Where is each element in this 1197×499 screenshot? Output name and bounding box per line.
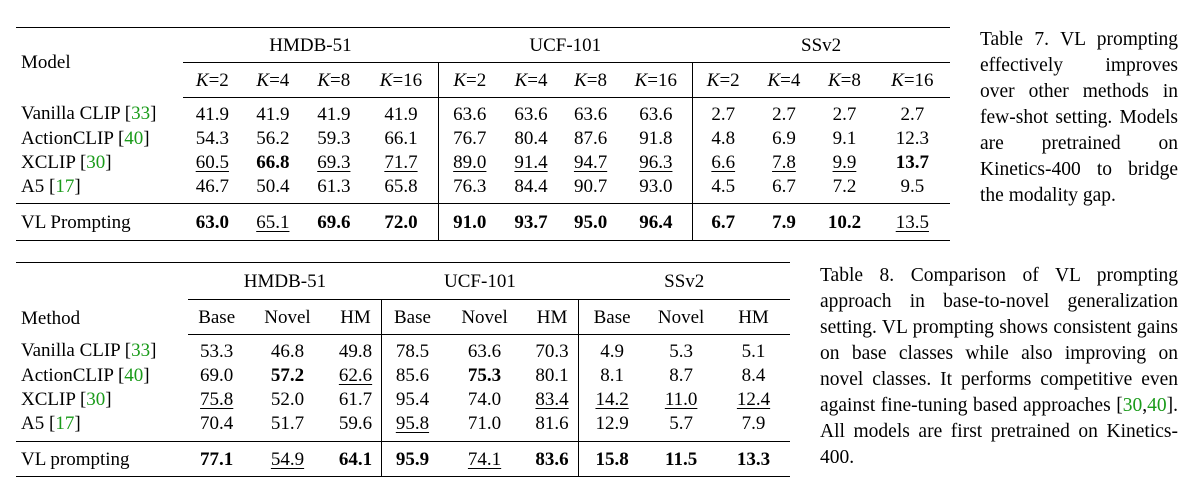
k-header: K=16 — [364, 63, 438, 98]
table-cell: 61.7 — [338, 388, 373, 410]
table-cell: 9.1 — [832, 127, 857, 149]
table-cell: 63.6 — [438, 98, 500, 127]
row-label: Vanilla CLIP [33] — [21, 103, 157, 125]
group-header-hmdb: HMDB-51 — [183, 28, 439, 63]
table-cell: 75.3 — [467, 364, 502, 386]
table-cell: 14.2 — [578, 387, 645, 411]
table-cell: 80.4 — [514, 127, 548, 149]
table-8 — [16, 262, 790, 477]
row-label: XCLIP [30] — [21, 388, 112, 410]
table-cell: 6.7 — [772, 175, 796, 197]
table-cell: 6.6 — [692, 150, 753, 174]
table-cell: 69.0 — [200, 364, 234, 386]
table-cell: 8.1 — [578, 363, 645, 387]
table-cell: 61.3 — [317, 175, 351, 197]
table-cell: 54.3 — [195, 127, 229, 149]
table-cell: 74.1 — [443, 442, 526, 477]
row-label: A5 [17] — [21, 412, 81, 434]
group-header-ssv2: SSv2 — [578, 263, 790, 300]
table-cell: 93.0 — [639, 175, 673, 197]
table-cell: 2.7 — [692, 98, 753, 127]
table-cell: 81.6 — [535, 412, 569, 434]
table-cell: 65.1 — [242, 204, 303, 241]
table-cell: 7.8 — [772, 151, 796, 173]
table-cell: 95.4 — [381, 387, 443, 411]
table-cell: 13.7 — [895, 151, 929, 173]
table-cell: 71.7 — [384, 151, 418, 173]
subcol-header: Base — [381, 300, 443, 335]
table-row — [16, 126, 950, 150]
table-cell: 41.9 — [384, 103, 418, 125]
table-row — [16, 411, 790, 442]
table-cell: 74.0 — [467, 388, 502, 410]
table-cell: 90.7 — [573, 175, 608, 197]
table-cell: 64.1 — [330, 442, 381, 477]
table-cell: 62.6 — [338, 364, 373, 386]
table-cell: 94.7 — [573, 151, 608, 173]
k-header: K=2 — [183, 63, 243, 98]
table-cell: 87.6 — [573, 127, 608, 149]
table-7 — [16, 27, 950, 241]
table-cell: 72.0 — [364, 204, 438, 241]
table-row — [16, 335, 790, 364]
table-cell: 95.0 — [561, 204, 620, 241]
table-cell: 52.0 — [270, 388, 305, 410]
table-cell: 41.9 — [195, 103, 229, 125]
table-cell: 69.6 — [304, 204, 365, 241]
table-cell: 12.4 — [736, 388, 771, 410]
table-cell: 7.2 — [832, 175, 857, 197]
table-cell: 95.9 — [381, 442, 443, 477]
table-cell: 77.1 — [188, 442, 244, 477]
table-cell: 56.2 — [256, 127, 290, 149]
table-cell: 84.4 — [514, 175, 548, 197]
table-cell: 75.8 — [200, 388, 234, 410]
citation[interactable]: 40 — [124, 364, 144, 386]
table-cell: 59.6 — [338, 412, 373, 434]
table-cell: 12.3 — [895, 127, 929, 149]
table-8-caption: Table 8. Comparison of VL prompting approach in base-to-novel generalization setting. VL prompting shows consistent gains on base classes while also improving on novel classes. It performs competitive even against fine-tuning based approaches [30,40]. All models are first pretrained on Kinetics-400. — [820, 265, 1178, 468]
subcol-header: Base — [188, 300, 244, 335]
table-row — [16, 387, 790, 411]
table-cell: 63.6 — [514, 103, 548, 125]
table-cell: 95.8 — [381, 411, 443, 442]
citation[interactable]: 40 — [124, 127, 144, 149]
k-header: K=2 — [692, 63, 753, 98]
table-cell: 15.8 — [578, 442, 645, 477]
table-cell: 57.2 — [270, 364, 305, 386]
method-header: Method — [21, 307, 81, 329]
table-cell: 76.3 — [438, 174, 500, 204]
table-cell: 53.3 — [200, 340, 234, 362]
table-cell: 76.7 — [438, 126, 500, 150]
row-label: ActionCLIP [40] — [21, 364, 150, 386]
table-cell: 9.9 — [832, 151, 857, 173]
table-cell: 8.7 — [669, 364, 693, 386]
subcol-header: HM — [330, 300, 381, 335]
k-header: K=4 — [501, 63, 562, 98]
table-cell: 51.7 — [270, 412, 305, 434]
group-header-ssv2: SSv2 — [692, 28, 950, 63]
table-cell: 93.7 — [501, 204, 562, 241]
row-label: ActionCLIP [40] — [21, 127, 150, 149]
table-cell: 41.9 — [256, 103, 290, 125]
subcol-header: Novel — [245, 300, 330, 335]
table-cell: 5.1 — [741, 340, 766, 362]
table-cell: 9.5 — [900, 175, 925, 197]
table-cell: 63.6 — [467, 340, 502, 362]
citation[interactable]: 17 — [55, 175, 75, 197]
table-cell: 6.9 — [772, 127, 796, 149]
k-header: K=4 — [242, 63, 303, 98]
table-cell: 13.5 — [875, 204, 950, 241]
table-cell: 50.4 — [256, 175, 290, 197]
table-cell: 46.7 — [195, 175, 229, 197]
table-cell: 4.9 — [578, 335, 645, 364]
table-cell: 12.9 — [578, 411, 645, 442]
table-cell: 71.0 — [467, 412, 502, 434]
citation[interactable]: 30 — [1122, 395, 1143, 416]
row-label: VL prompting — [16, 442, 188, 477]
table-cell: 59.3 — [317, 127, 351, 149]
table-cell: 66.8 — [256, 151, 290, 173]
subcol-header: HM — [526, 300, 578, 335]
table-cell: 80.1 — [535, 364, 569, 386]
subcol-header: HM — [717, 300, 790, 335]
table-row — [16, 442, 790, 477]
table-cell: 89.0 — [438, 150, 500, 174]
table-cell: 54.9 — [245, 442, 330, 477]
table-cell: 49.8 — [338, 340, 373, 362]
citation[interactable]: 40 — [1147, 395, 1167, 416]
table-cell: 11.5 — [645, 442, 717, 477]
table-row — [16, 363, 790, 387]
table-cell: 5.7 — [669, 412, 693, 434]
row-label: Vanilla CLIP [33] — [21, 340, 157, 362]
table-cell: 91.0 — [438, 204, 500, 241]
group-header-ucf: UCF-101 — [438, 28, 692, 63]
table-cell: 83.6 — [526, 442, 578, 477]
k-header: K=2 — [438, 63, 500, 98]
k-header: K=8 — [561, 63, 620, 98]
table-cell: 85.6 — [381, 363, 443, 387]
table-cell: 2.7 — [900, 103, 925, 125]
table-cell: 96.4 — [620, 204, 692, 241]
row-label: A5 [17] — [21, 175, 81, 197]
model-header: Model — [21, 52, 71, 74]
table-cell: 7.9 — [754, 204, 814, 241]
citation[interactable]: 17 — [55, 412, 75, 434]
table-cell: 96.3 — [639, 151, 673, 173]
k-header: K=8 — [304, 63, 365, 98]
table-cell: 11.0 — [664, 388, 698, 410]
table-cell: 4.5 — [692, 174, 753, 204]
table-cell: 63.6 — [639, 103, 673, 125]
table-7-caption: Table 7. VL prompting effectively improves over other methods in few-shot setting. Models are pretrained on Kinetics-400 to bridge the modality gap. — [980, 29, 1178, 206]
table-cell: 7.9 — [741, 412, 766, 434]
table-cell: 66.1 — [384, 127, 418, 149]
table-cell: 60.5 — [195, 151, 229, 173]
table-cell: 70.3 — [535, 340, 569, 362]
row-label: VL Prompting — [16, 204, 183, 241]
table-cell: 6.7 — [692, 204, 753, 241]
table-cell: 69.3 — [317, 151, 351, 173]
table-cell: 83.4 — [535, 388, 569, 410]
table-cell: 10.2 — [814, 204, 875, 241]
table-cell: 8.4 — [741, 364, 766, 386]
citation[interactable]: 33 — [131, 103, 151, 125]
subcol-header: Novel — [443, 300, 526, 335]
table-cell: 5.3 — [669, 340, 693, 362]
group-header-ucf: UCF-101 — [381, 263, 578, 300]
table-cell: 65.8 — [384, 175, 418, 197]
table-cell: 78.5 — [381, 335, 443, 364]
table-row — [16, 150, 950, 174]
k-header: K=4 — [754, 63, 814, 98]
table-row — [16, 204, 950, 241]
table-cell: 41.9 — [317, 103, 351, 125]
table-row — [16, 98, 950, 127]
group-header-hmdb: HMDB-51 — [188, 263, 381, 300]
table-cell: 63.6 — [573, 103, 608, 125]
k-header: K=8 — [814, 63, 875, 98]
table-row — [16, 174, 950, 204]
citation[interactable]: 30 — [86, 388, 106, 410]
table-cell: 70.4 — [200, 412, 234, 434]
subcol-header: Novel — [645, 300, 717, 335]
table-cell: 13.3 — [717, 442, 790, 477]
k-header: K=16 — [875, 63, 950, 98]
table-cell: 2.7 — [772, 103, 796, 125]
table-cell: 46.8 — [270, 340, 305, 362]
citation[interactable]: 33 — [131, 340, 151, 362]
row-label: XCLIP [30] — [21, 151, 112, 173]
k-header: K=16 — [620, 63, 692, 98]
table-cell: 4.8 — [692, 126, 753, 150]
citation[interactable]: 30 — [86, 151, 106, 173]
table-cell: 91.8 — [639, 127, 673, 149]
subcol-header: Base — [578, 300, 645, 335]
table-cell: 2.7 — [832, 103, 857, 125]
table-cell: 63.0 — [183, 204, 243, 241]
table-cell: 91.4 — [514, 151, 548, 173]
